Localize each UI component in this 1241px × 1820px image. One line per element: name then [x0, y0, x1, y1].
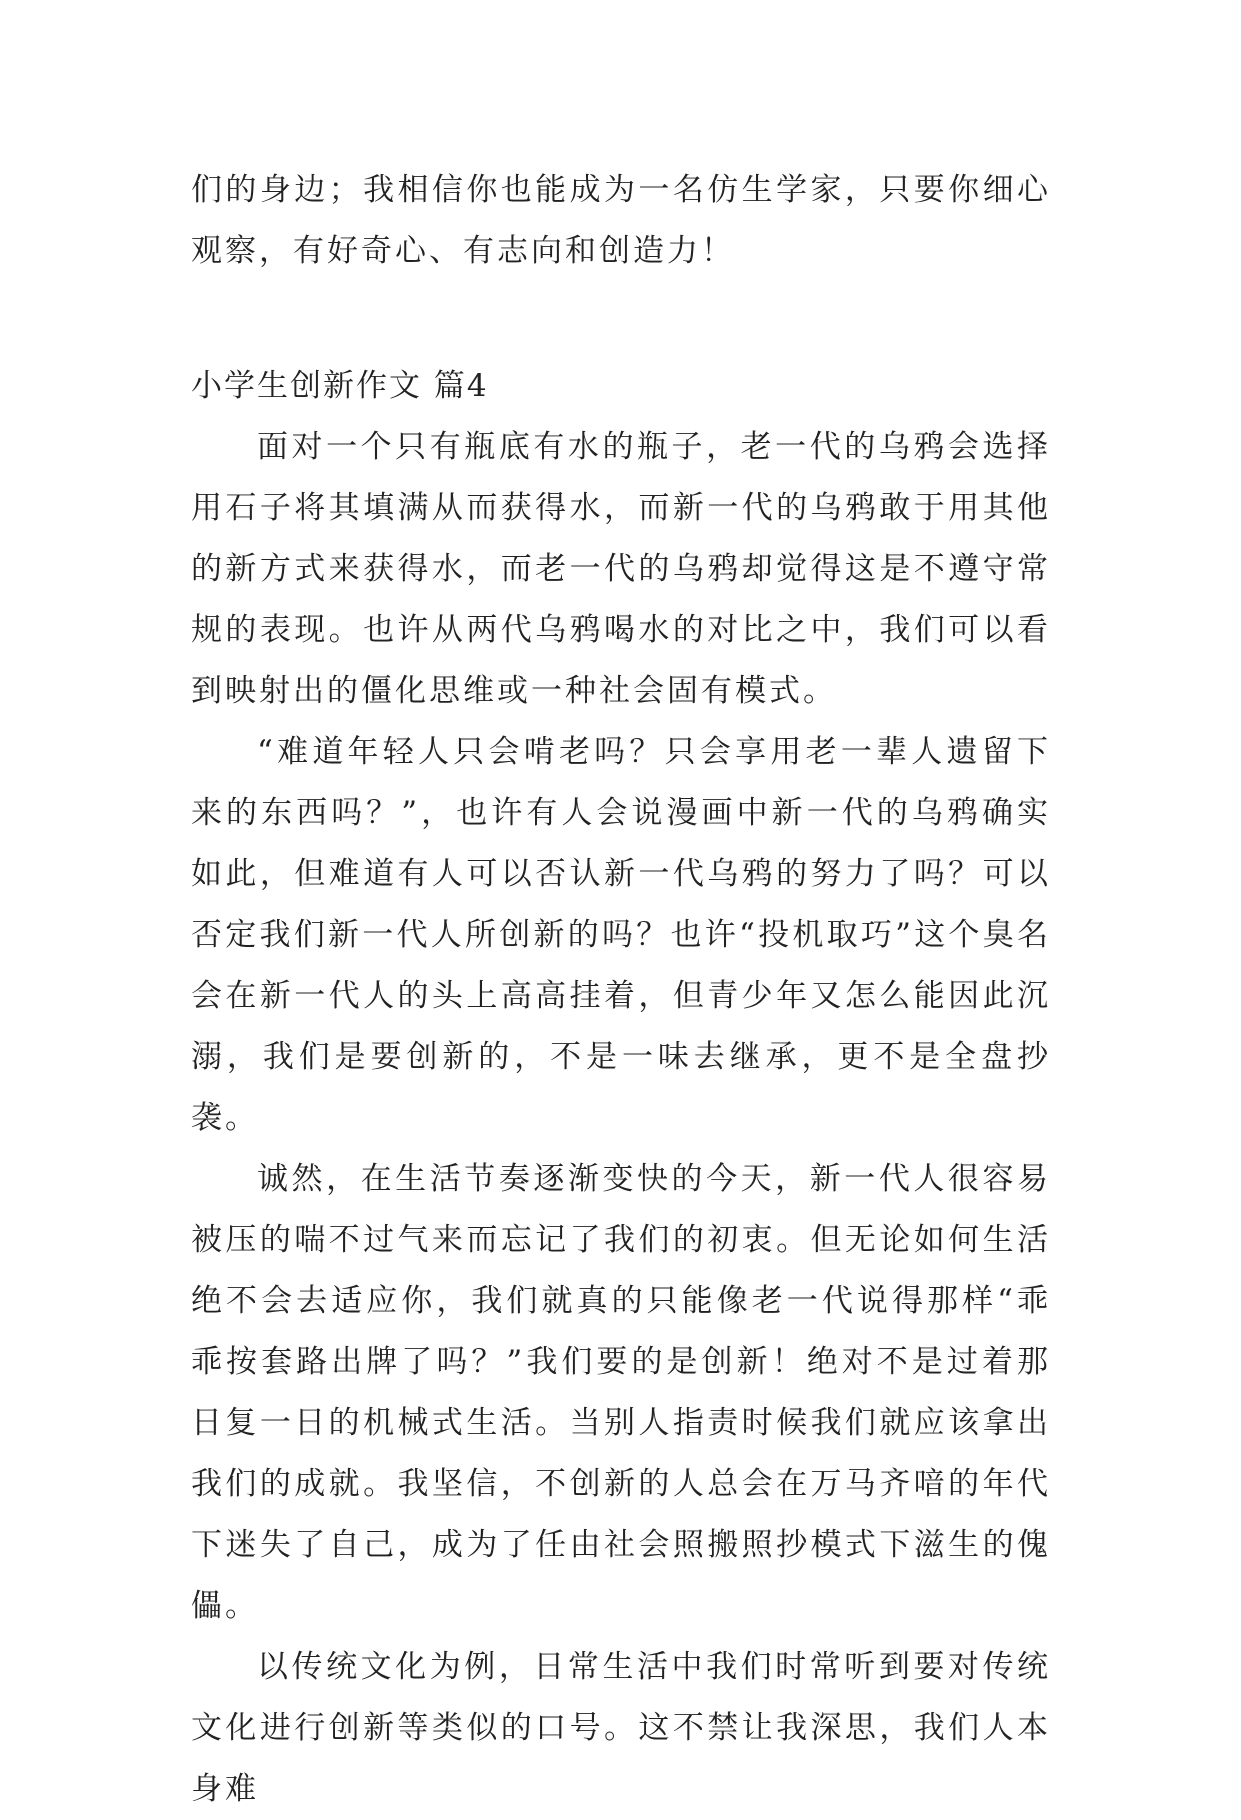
paragraph-3: 诚然，在生活节奏逐渐变快的今天，新一代人很容易被压的喘不过气来而忘记了我们的初衷。但无论如何生活绝不会去适应你，我们就真的只能像老一代说得那样“乖乖按套路出牌了吗？”我们要的是创新！绝对不是过着那日复一日的机械式生活。当别人指责时候我们就应该拿出我们的成就。我坚信，不创新的人总会在万马齐喑的年代下迷失了自己，成为了任由社会照搬照抄模式下滋生的傀儡。	[191, 1161, 1051, 1624]
paragraph-1: 面对一个只有瓶底有水的瓶子，老一代的乌鸦会选择用石子将其填满从而获得水，而新一代的乌鸦敢于用其他的新方式来获得水，而老一代的乌鸦却觉得这是不遵守常规的表现。也许从两代乌鸦喝水的对比之中，我们可以看到映射出的僵化思维或一种社会固有模式。	[191, 429, 1051, 709]
intro-paragraph: 们的身边；我相信你也能成为一名仿生学家，只要你细心观察，有好奇心、有志向和创造力！	[191, 172, 1051, 269]
document-body	[191, 160, 1051, 1820]
section-heading: 小学生创新作文 篇4	[191, 368, 489, 404]
paragraph-2: “难道年轻人只会啃老吗？只会享用老一辈人遗留下来的东西吗？”，也许有人会说漫画中新一代的乌鸦确实如此，但难道有人可以否认新一代乌鸦的努力了吗？可以否定我们新一代人所创新的吗？也许“投机取巧”这个臭名会在新一代人的头上高高挂着，但青少年又怎么能因此沉溺，我们是要创新的，不是一味去继承，更不是全盘抄袭。	[191, 734, 1051, 1136]
paragraph-4: 以传统文化为例，日常生活中我们时常听到要对传统文化进行创新等类似的口号。这不禁让我深思，我们人本身难	[191, 1649, 1051, 1807]
